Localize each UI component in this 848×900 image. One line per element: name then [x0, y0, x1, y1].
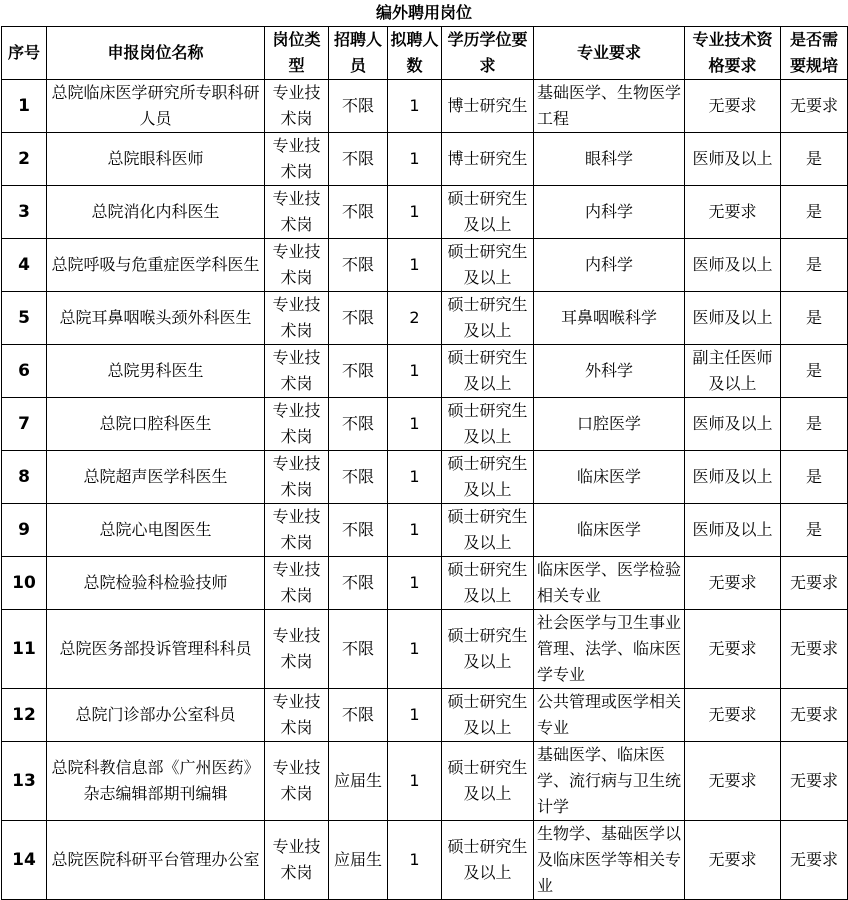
cell-qualification: 无要求: [685, 557, 781, 610]
cell-index: 11: [2, 610, 47, 689]
cell-qualification: 医师及以上: [685, 239, 781, 292]
cell-position-type: 专业技术岗: [265, 821, 329, 900]
table-row: [2, 451, 848, 504]
header-position-type: 岗位类型: [265, 27, 329, 80]
cell-training: 无要求: [781, 689, 848, 742]
cell-index: 7: [2, 398, 47, 451]
table-row: [2, 239, 848, 292]
header-training: 是否需要规培: [781, 27, 848, 80]
table-row: [2, 504, 848, 557]
cell-position-type: 专业技术岗: [265, 80, 329, 133]
cell-recruit-target: 不限: [329, 186, 388, 239]
cell-major: 口腔医学: [534, 398, 685, 451]
cell-major: 内科学: [534, 239, 685, 292]
header-hire-count: 拟聘人数: [388, 27, 442, 80]
cell-position-name: 总院门诊部办公室科员: [47, 689, 265, 742]
cell-degree: 硕士研究生及以上: [442, 557, 534, 610]
cell-position-name: 总院消化内科医生: [47, 186, 265, 239]
cell-training: 是: [781, 451, 848, 504]
cell-qualification: 无要求: [685, 742, 781, 821]
cell-qualification: 无要求: [685, 610, 781, 689]
cell-position-type: 专业技术岗: [265, 133, 329, 186]
cell-hire-count: 1: [388, 689, 442, 742]
cell-degree: 硕士研究生及以上: [442, 398, 534, 451]
cell-major: 临床医学: [534, 504, 685, 557]
cell-major: 基础医学、生物医学工程: [534, 80, 685, 133]
cell-degree: 硕士研究生及以上: [442, 292, 534, 345]
cell-major: 临床医学: [534, 451, 685, 504]
cell-recruit-target: 不限: [329, 398, 388, 451]
cell-qualification: 医师及以上: [685, 398, 781, 451]
cell-degree: 硕士研究生及以上: [442, 186, 534, 239]
cell-position-name: 总院耳鼻咽喉头颈外科医生: [47, 292, 265, 345]
cell-training: 是: [781, 133, 848, 186]
cell-index: 6: [2, 345, 47, 398]
cell-degree: 硕士研究生及以上: [442, 345, 534, 398]
cell-hire-count: 1: [388, 504, 442, 557]
header-recruit-target: 招聘人员: [329, 27, 388, 80]
cell-degree: 硕士研究生及以上: [442, 504, 534, 557]
cell-degree: 硕士研究生及以上: [442, 239, 534, 292]
cell-position-type: 专业技术岗: [265, 451, 329, 504]
cell-major: 公共管理或医学相关专业: [534, 689, 685, 742]
cell-hire-count: 1: [388, 821, 442, 900]
cell-index: 2: [2, 133, 47, 186]
header-major: 专业要求: [534, 27, 685, 80]
cell-index: 14: [2, 821, 47, 900]
cell-recruit-target: 不限: [329, 451, 388, 504]
table-row: [2, 133, 848, 186]
cell-hire-count: 1: [388, 742, 442, 821]
cell-position-type: 专业技术岗: [265, 557, 329, 610]
cell-position-name: 总院超声医学科医生: [47, 451, 265, 504]
cell-qualification: 医师及以上: [685, 451, 781, 504]
header-row: [2, 27, 848, 80]
cell-major: 社会医学与卫生事业管理、法学、临床医学专业: [534, 610, 685, 689]
cell-recruit-target: 不限: [329, 80, 388, 133]
cell-training: 无要求: [781, 557, 848, 610]
cell-position-name: 总院呼吸与危重症医学科医生: [47, 239, 265, 292]
cell-index: 4: [2, 239, 47, 292]
cell-position-name: 总院男科医生: [47, 345, 265, 398]
table-row: [2, 292, 848, 345]
table-row: [2, 610, 848, 689]
cell-index: 1: [2, 80, 47, 133]
cell-hire-count: 1: [388, 451, 442, 504]
cell-training: 无要求: [781, 80, 848, 133]
cell-major: 内科学: [534, 186, 685, 239]
cell-training: 是: [781, 345, 848, 398]
cell-recruit-target: 应届生: [329, 821, 388, 900]
header-index: 序号: [2, 27, 47, 80]
cell-index: 3: [2, 186, 47, 239]
cell-position-type: 专业技术岗: [265, 292, 329, 345]
cell-index: 8: [2, 451, 47, 504]
cell-qualification: 无要求: [685, 80, 781, 133]
table-row: [2, 345, 848, 398]
table-row: [2, 689, 848, 742]
cell-position-name: 总院科教信息部《广州医药》杂志编辑部期刊编辑: [47, 742, 265, 821]
header-position-name: 申报岗位名称: [47, 27, 265, 80]
table-row: [2, 742, 848, 821]
cell-degree: 硕士研究生及以上: [442, 821, 534, 900]
cell-degree: 硕士研究生及以上: [442, 451, 534, 504]
cell-position-type: 专业技术岗: [265, 345, 329, 398]
cell-hire-count: 1: [388, 557, 442, 610]
cell-recruit-target: 不限: [329, 345, 388, 398]
cell-qualification: 无要求: [685, 821, 781, 900]
cell-qualification: 副主任医师及以上: [685, 345, 781, 398]
cell-position-type: 专业技术岗: [265, 186, 329, 239]
cell-index: 13: [2, 742, 47, 821]
cell-recruit-target: 不限: [329, 689, 388, 742]
cell-position-type: 专业技术岗: [265, 239, 329, 292]
table-row: [2, 821, 848, 900]
cell-recruit-target: 不限: [329, 610, 388, 689]
cell-index: 5: [2, 292, 47, 345]
cell-major: 外科学: [534, 345, 685, 398]
cell-qualification: 医师及以上: [685, 292, 781, 345]
cell-recruit-target: 不限: [329, 133, 388, 186]
cell-degree: 博士研究生: [442, 80, 534, 133]
cell-major: 生物学、基础医学以及临床医学等相关专业: [534, 821, 685, 900]
cell-training: 是: [781, 186, 848, 239]
cell-hire-count: 1: [388, 345, 442, 398]
header-degree: 学历学位要求: [442, 27, 534, 80]
cell-hire-count: 1: [388, 186, 442, 239]
cell-major: 临床医学、医学检验相关专业: [534, 557, 685, 610]
cell-position-name: 总院检验科检验技师: [47, 557, 265, 610]
table-row: [2, 557, 848, 610]
cell-index: 12: [2, 689, 47, 742]
cell-position-name: 总院医务部投诉管理科科员: [47, 610, 265, 689]
cell-hire-count: 1: [388, 133, 442, 186]
cell-recruit-target: 不限: [329, 239, 388, 292]
cell-position-type: 专业技术岗: [265, 504, 329, 557]
table-title: 编外聘用岗位: [375, 3, 472, 22]
cell-training: 无要求: [781, 821, 848, 900]
cell-major: 基础医学、临床医学、流行病与卫生统计学: [534, 742, 685, 821]
cell-qualification: 医师及以上: [685, 504, 781, 557]
cell-recruit-target: 不限: [329, 504, 388, 557]
cell-hire-count: 2: [388, 292, 442, 345]
table-row: [2, 398, 848, 451]
table-row: [2, 80, 848, 133]
cell-index: 10: [2, 557, 47, 610]
cell-position-type: 专业技术岗: [265, 398, 329, 451]
cell-degree: 硕士研究生及以上: [442, 742, 534, 821]
cell-hire-count: 1: [388, 398, 442, 451]
cell-training: 是: [781, 239, 848, 292]
cell-training: 是: [781, 504, 848, 557]
cell-position-name: 总院眼科医师: [47, 133, 265, 186]
cell-position-name: 总院心电图医生: [47, 504, 265, 557]
cell-degree: 硕士研究生及以上: [442, 610, 534, 689]
cell-hire-count: 1: [388, 239, 442, 292]
cell-hire-count: 1: [388, 610, 442, 689]
cell-position-name: 总院口腔科医生: [47, 398, 265, 451]
cell-position-name: 总院医院科研平台管理办公室: [47, 821, 265, 900]
cell-degree: 硕士研究生及以上: [442, 689, 534, 742]
cell-training: 无要求: [781, 610, 848, 689]
cell-qualification: 医师及以上: [685, 133, 781, 186]
cell-recruit-target: 应届生: [329, 742, 388, 821]
table-row: [2, 186, 848, 239]
header-qualification: 专业技术资格要求: [685, 27, 781, 80]
cell-training: 是: [781, 292, 848, 345]
cell-position-type: 专业技术岗: [265, 610, 329, 689]
cell-training: 无要求: [781, 742, 848, 821]
cell-qualification: 无要求: [685, 186, 781, 239]
cell-recruit-target: 不限: [329, 557, 388, 610]
cell-degree: 博士研究生: [442, 133, 534, 186]
cell-index: 9: [2, 504, 47, 557]
cell-recruit-target: 不限: [329, 292, 388, 345]
cell-position-type: 专业技术岗: [265, 742, 329, 821]
cell-position-name: 总院临床医学研究所专职科研人员: [47, 80, 265, 133]
cell-position-type: 专业技术岗: [265, 689, 329, 742]
cell-qualification: 无要求: [685, 689, 781, 742]
cell-major: 耳鼻咽喉科学: [534, 292, 685, 345]
positions-table: [1, 26, 848, 900]
cell-hire-count: 1: [388, 80, 442, 133]
cell-training: 是: [781, 398, 848, 451]
cell-major: 眼科学: [534, 133, 685, 186]
